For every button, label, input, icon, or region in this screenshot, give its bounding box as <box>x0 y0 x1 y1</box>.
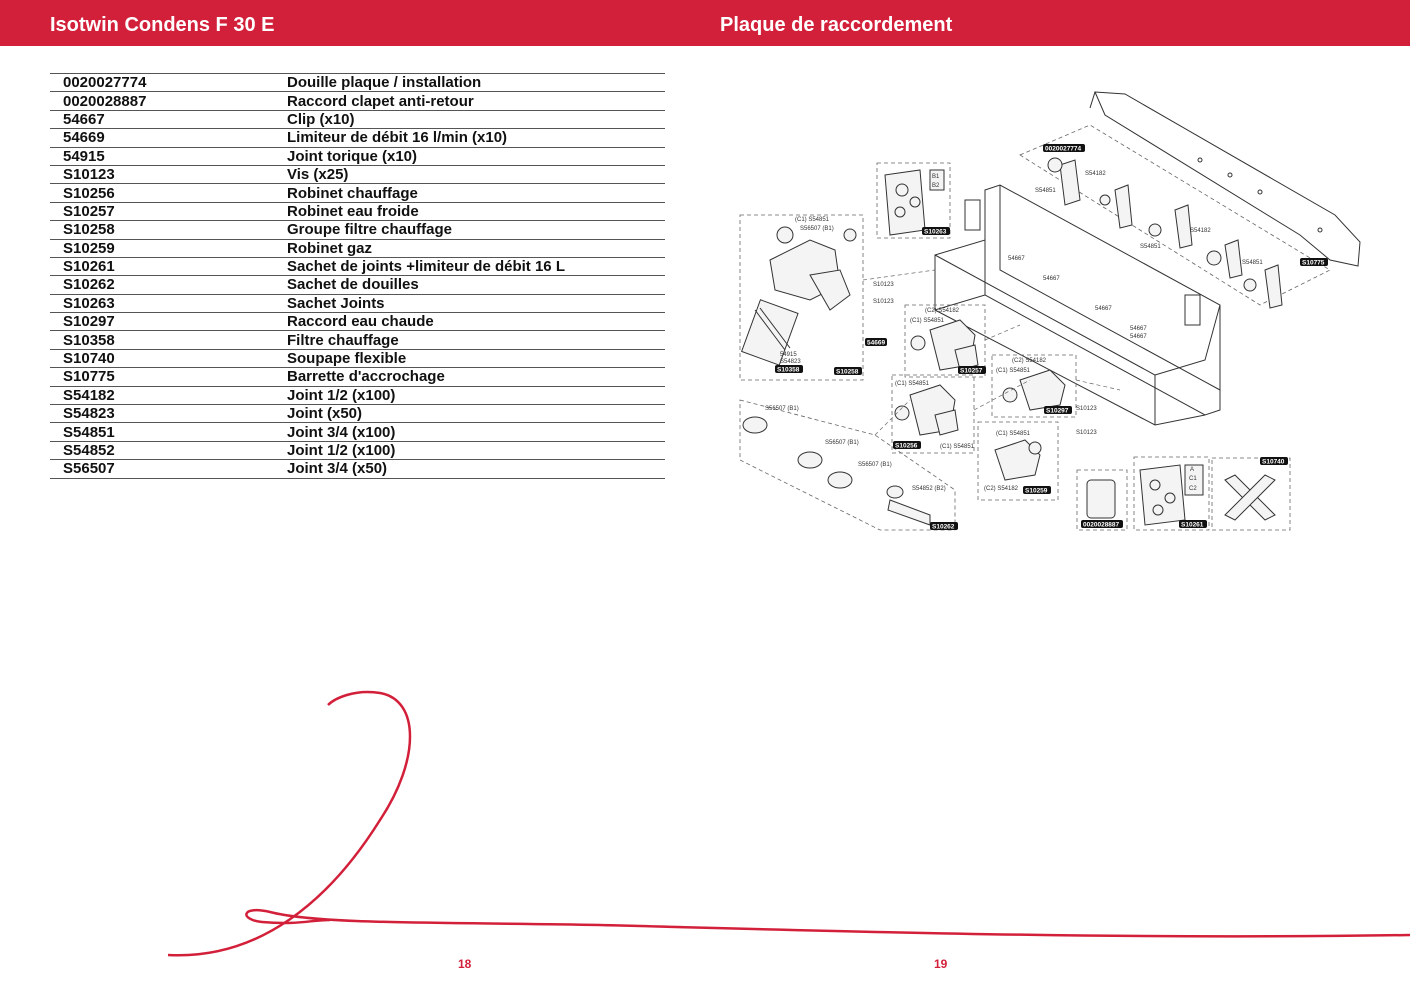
callout-label: S54182 <box>1190 228 1211 234</box>
part-number: S10256 <box>50 184 287 202</box>
flexible-valve-s10740 <box>1225 475 1275 520</box>
part-description: Joint torique (x10) <box>287 147 665 165</box>
part-number: S56507 <box>50 460 287 478</box>
part-description: Joint 1/2 (x100) <box>287 386 665 404</box>
part-description: Joint 3/4 (x50) <box>287 460 665 478</box>
part-number: S10263 <box>50 294 287 312</box>
table-row <box>50 349 665 367</box>
svg-text:S10358: S10358 <box>777 366 800 374</box>
table-row <box>50 239 665 257</box>
callout-label: S54852 (B2) <box>912 486 946 492</box>
callout-label: (C2) S54182 <box>925 308 960 314</box>
callout-label: S56507 (B1) <box>858 462 892 468</box>
part-tag-s10263 <box>922 227 950 236</box>
callout-label: S54851 <box>1140 244 1161 250</box>
seal-bag-s10261 <box>1140 465 1203 525</box>
decorative-swirl <box>0 650 1410 997</box>
part-tag-s10775 <box>1300 258 1328 267</box>
callout-label: 54915 <box>780 352 797 358</box>
table-row <box>50 460 665 478</box>
part-description: Vis (x25) <box>287 165 665 183</box>
part-number: S54823 <box>50 405 287 423</box>
part-number: S10358 <box>50 331 287 349</box>
part-number: S10262 <box>50 276 287 294</box>
svg-text:S10262: S10262 <box>932 523 955 531</box>
table-row <box>50 313 665 331</box>
callout-label: (C2) S54182 <box>984 486 1019 492</box>
callout-label: S56507 (B1) <box>800 226 834 232</box>
part-number: S54851 <box>50 423 287 441</box>
page-number-left: 18 <box>458 957 472 971</box>
gas-valve-s10259 <box>995 440 1041 480</box>
page-header <box>0 0 1410 46</box>
svg-text:S10263: S10263 <box>924 228 947 236</box>
callout-label: (C1) S54851 <box>996 368 1031 374</box>
part-tag-0020028887 <box>1081 520 1123 529</box>
part-tag-s10257 <box>958 366 986 375</box>
part-tag-54669 <box>865 338 887 347</box>
callout-label: 54667 <box>1043 276 1060 282</box>
part-description: Douille plaque / installation <box>287 74 665 92</box>
table-row <box>50 221 665 239</box>
table-row <box>50 129 665 147</box>
part-description: Raccord clapet anti-retour <box>287 92 665 110</box>
part-number: 54915 <box>50 147 287 165</box>
part-number: S10740 <box>50 349 287 367</box>
part-number: S10257 <box>50 202 287 220</box>
table-row <box>50 405 665 423</box>
part-tags <box>775 144 1328 531</box>
svg-text:S10259: S10259 <box>1025 487 1048 495</box>
svg-text:S10256: S10256 <box>895 442 918 450</box>
page-number-right: 19 <box>934 957 948 971</box>
part-tag-s10297 <box>1044 406 1072 415</box>
cold-water-valve-s10257 <box>911 320 978 370</box>
table-row <box>50 165 665 183</box>
callout-label: B1 <box>932 174 940 180</box>
callout-label: C1 <box>1189 476 1197 482</box>
valve-assembly-s10258 <box>742 227 856 365</box>
table-row <box>50 110 665 128</box>
table-row <box>50 441 665 459</box>
part-number: S54182 <box>50 386 287 404</box>
hanging-bar <box>1090 92 1360 266</box>
part-description: Robinet chauffage <box>287 184 665 202</box>
svg-text:0020028887: 0020028887 <box>1083 521 1120 529</box>
exploded-parts-diagram <box>730 80 1370 540</box>
part-description: Robinet gaz <box>287 239 665 257</box>
table-row <box>50 184 665 202</box>
callout-label: C2 <box>1189 486 1197 492</box>
part-number: S10775 <box>50 368 287 386</box>
table-row <box>50 331 665 349</box>
callout-label: A <box>1190 467 1195 473</box>
table-row <box>50 386 665 404</box>
table-row <box>50 294 665 312</box>
part-description: Filtre chauffage <box>287 331 665 349</box>
svg-text:S10258: S10258 <box>836 368 859 376</box>
part-number: S10297 <box>50 313 287 331</box>
callout-label: 54667 <box>1130 334 1147 340</box>
table-row <box>50 368 665 386</box>
part-number: S10261 <box>50 257 287 275</box>
callout-label: S54851 <box>1035 188 1056 194</box>
part-description: Barrette d'accrochage <box>287 368 665 386</box>
svg-text:S10257: S10257 <box>960 367 983 375</box>
part-description: Joint 3/4 (x100) <box>287 423 665 441</box>
callout-label: S54823 <box>780 359 801 365</box>
callout-label: (C1) S54851 <box>895 381 930 387</box>
svg-text:54669: 54669 <box>867 339 886 347</box>
table-row <box>50 257 665 275</box>
callout-label: 54667 <box>1008 256 1025 262</box>
callout-label: (C1) S54851 <box>910 318 945 324</box>
svg-text:0020027774: 0020027774 <box>1045 145 1082 153</box>
document-title: Isotwin Condens F 30 E <box>50 14 275 36</box>
svg-text:S10775: S10775 <box>1302 259 1325 267</box>
callout-label: 54667 <box>1130 326 1147 332</box>
svg-text:S10297: S10297 <box>1046 407 1069 415</box>
part-description: Raccord eau chaude <box>287 313 665 331</box>
callout-label: S56507 (B1) <box>765 406 799 412</box>
table-row <box>50 423 665 441</box>
part-tag-s10262 <box>930 522 958 531</box>
parts-table <box>50 73 665 479</box>
part-description: Sachet de douilles <box>287 276 665 294</box>
callout-label: S10123 <box>873 282 894 288</box>
part-tag-s10256 <box>893 441 921 450</box>
elbows-s10262 <box>743 417 930 525</box>
part-description: Soupape flexible <box>287 349 665 367</box>
callout-label: (C1) S54851 <box>940 444 975 450</box>
part-description: Groupe filtre chauffage <box>287 221 665 239</box>
table-row <box>50 202 665 220</box>
callout-label: B2 <box>932 183 940 189</box>
part-description: Joint (x50) <box>287 405 665 423</box>
callout-label: S54182 <box>1085 171 1106 177</box>
svg-text:S10740: S10740 <box>1262 458 1285 466</box>
part-description: Robinet eau froide <box>287 202 665 220</box>
part-number: 54667 <box>50 110 287 128</box>
table-row <box>50 92 665 110</box>
part-tag-s10258 <box>834 367 862 376</box>
hot-water-fitting-s10297 <box>1003 370 1065 410</box>
check-valve-0020028887 <box>1087 480 1115 518</box>
section-title: Plaque de raccordement <box>720 14 953 36</box>
callout-label: S54851 <box>1242 260 1263 266</box>
table-row <box>50 74 665 92</box>
part-tag-s10358 <box>775 365 803 374</box>
part-description: Sachet de joints +limiteur de débit 16 L <box>287 257 665 275</box>
table-row <box>50 276 665 294</box>
callout-label: (C2) S54182 <box>1012 358 1047 364</box>
callout-label: 54667 <box>1095 306 1112 312</box>
part-description: Joint 1/2 (x100) <box>287 441 665 459</box>
callout-label: (C1) S54851 <box>996 431 1031 437</box>
callout-label: S56507 (B1) <box>825 440 859 446</box>
part-tag-0020027774 <box>1043 144 1085 153</box>
part-description: Sachet Joints <box>287 294 665 312</box>
part-description: Limiteur de débit 16 l/min (x10) <box>287 129 665 147</box>
part-tag-s10261 <box>1179 520 1207 529</box>
part-tag-s10740 <box>1260 457 1288 466</box>
part-number: S10258 <box>50 221 287 239</box>
callout-label: S10123 <box>1076 406 1097 412</box>
heating-valve-s10256 <box>895 385 958 435</box>
part-tag-s10259 <box>1023 486 1051 495</box>
part-number: S54852 <box>50 441 287 459</box>
callout-label: S10123 <box>1076 430 1097 436</box>
callout-label: S10123 <box>873 299 894 305</box>
part-number: 0020027774 <box>50 74 287 92</box>
part-number: S10123 <box>50 165 287 183</box>
part-number: 54669 <box>50 129 287 147</box>
part-number: S10259 <box>50 239 287 257</box>
part-number: 0020028887 <box>50 92 287 110</box>
svg-text:S10261: S10261 <box>1181 521 1204 529</box>
callout-label: (C1) S54851 <box>795 217 830 223</box>
table-row <box>50 147 665 165</box>
part-description: Clip (x10) <box>287 110 665 128</box>
